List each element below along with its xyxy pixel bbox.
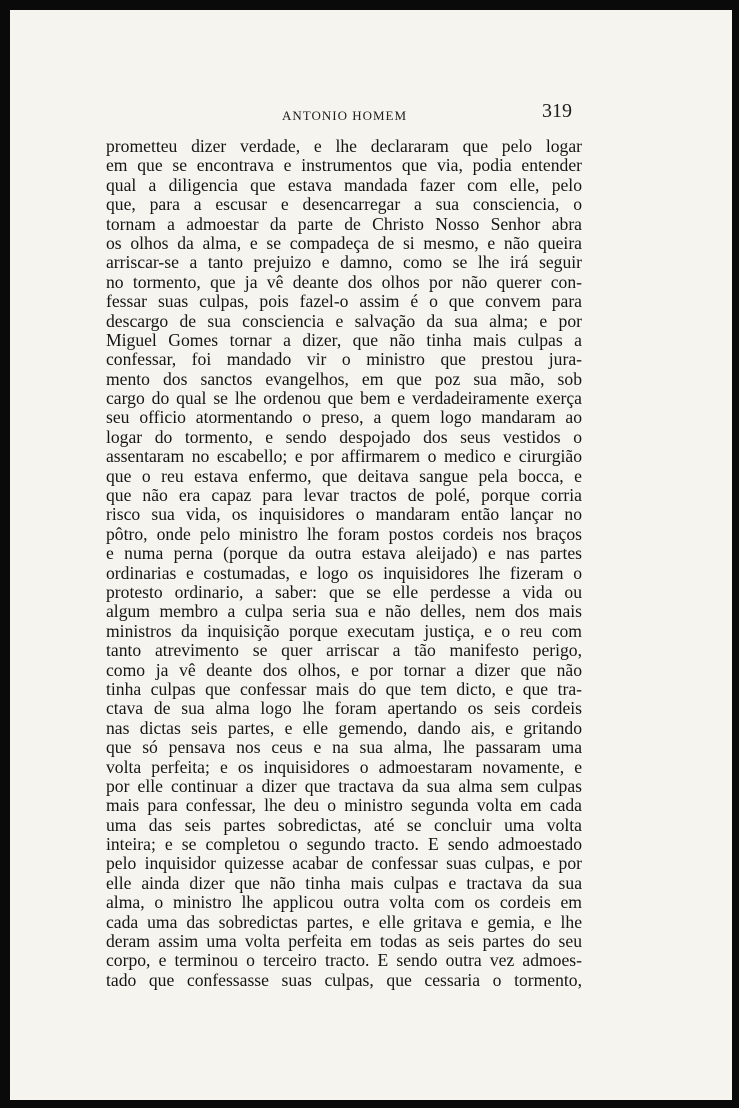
text-line: tado que confessasse suas culpas, que cessaria o tormento, xyxy=(106,970,582,990)
text-line: descargo de sua consciencia e salvação da sua alma; e por xyxy=(106,311,582,331)
text-line: tinha culpas que confessar mais do que tem dicto, e que tra- xyxy=(106,679,582,699)
text-line: protesto ordinario, a saber: que se elle perdesse a vida ou xyxy=(106,582,582,602)
text-line: inteira; e se completou o segundo tracto. E sendo admoestado xyxy=(106,835,582,855)
text-line: seu officio atormentando o preso, a quem logo mandaram ao xyxy=(106,408,582,428)
page-number: 319 xyxy=(542,100,572,122)
text-line: algum membro a culpa seria sua e não delles, nem dos mais xyxy=(106,602,582,622)
text-line: pelo inquisidor quizesse acabar de confessar suas culpas, e por xyxy=(106,854,582,874)
text-line: tanto atrevimento se quer arriscar a tão manifesto perigo, xyxy=(106,641,582,661)
text-line: volta perfeita; e os inquisidores o admoestaram novamente, e xyxy=(106,757,582,777)
text-line: assentaram no escabello; e por affirmarem o medico e cirurgião xyxy=(106,447,582,467)
text-line: arriscar-se a tanto prejuizo e damno, como se lhe irá seguir xyxy=(106,253,582,273)
running-title: ANTONIO HOMEM xyxy=(282,108,408,123)
text-line: cada uma das sobredictas partes, e elle gritava e gemia, e lhe xyxy=(106,912,582,932)
text-line: confessar, foi mandado vir o ministro que prestou jura- xyxy=(106,350,582,370)
body-text xyxy=(106,137,582,990)
text-line: os olhos da alma, e se compadeça de si mesmo, e não queira xyxy=(106,233,582,253)
text-line: fessar suas culpas, pois fazel-o assim é o que convem para xyxy=(106,292,582,312)
text-line: corpo, e terminou o terceiro tracto. E sendo outra vez admoes- xyxy=(106,951,582,971)
text-line: que só pensava nos ceus e na sua alma, lhe passaram uma xyxy=(106,738,582,758)
text-line: alma, o ministro lhe applicou outra volta com os cordeis em xyxy=(106,893,582,913)
text-line: prometteu dizer verdade, e lhe declararam que pelo logar xyxy=(106,137,582,156)
text-line: qual a diligencia que estava mandada fazer com elle, pelo xyxy=(106,175,582,195)
book-page xyxy=(10,10,732,1100)
text-line: nas dictas seis partes, e elle gemendo, dando ais, e gritando xyxy=(106,718,582,738)
text-line: mento dos sanctos evangelhos, em que poz sua mão, sob xyxy=(106,369,582,389)
text-line: que não era capaz para levar tractos de polé, porque corria xyxy=(106,486,582,506)
text-line: por elle continuar a dizer que tractava da sua alma sem culpas xyxy=(106,776,582,796)
text-line: tornam a admoestar da parte de Christo Nosso Senhor abra xyxy=(106,214,582,234)
text-line: ordinarias e costumadas, e logo os inquisidores lhe fizeram o xyxy=(106,563,582,583)
text-line: risco sua vida, os inquisidores o mandaram então lançar no xyxy=(106,505,582,525)
page-header xyxy=(106,100,582,130)
text-line: mais para confessar, lhe deu o ministro segunda volta em cada xyxy=(106,796,582,816)
text-line: pôtro, onde pelo ministro lhe foram postos cordeis nos braços xyxy=(106,524,582,544)
text-line: ministros da inquisição porque executam justiça, e o reu com xyxy=(106,621,582,641)
text-line: e numa perna (porque da outra estava aleijado) e nas partes xyxy=(106,544,582,564)
text-line: deram assim uma volta perfeita em todas as seis partes do seu xyxy=(106,932,582,952)
text-line: ctava de sua alma logo lhe foram apertando os seis cordeis xyxy=(106,699,582,719)
text-line: uma das seis partes sobredictas, até se concluir uma volta xyxy=(106,815,582,835)
text-line: no tormento, que ja vê deante dos olhos por não querer con- xyxy=(106,272,582,292)
text-line: cargo do qual se lhe ordenou que bem e verdadeiramente exerça xyxy=(106,389,582,409)
text-line: logar do tormento, e sendo despojado dos seus vestidos o xyxy=(106,427,582,447)
text-line: Miguel Gomes tornar a dizer, que não tinha mais culpas a xyxy=(106,330,582,350)
text-line: elle ainda dizer que não tinha mais culpas e tractava da sua xyxy=(106,873,582,893)
text-line: como ja vê deante dos olhos, e por tornar a dizer que não xyxy=(106,660,582,680)
text-line: em que se encontrava e instrumentos que via, podia entender xyxy=(106,156,582,176)
text-line: que, para a escusar e desencarregar a sua consciencia, o xyxy=(106,195,582,215)
text-line: que o reu estava enfermo, que deitava sangue pela bocca, e xyxy=(106,466,582,486)
